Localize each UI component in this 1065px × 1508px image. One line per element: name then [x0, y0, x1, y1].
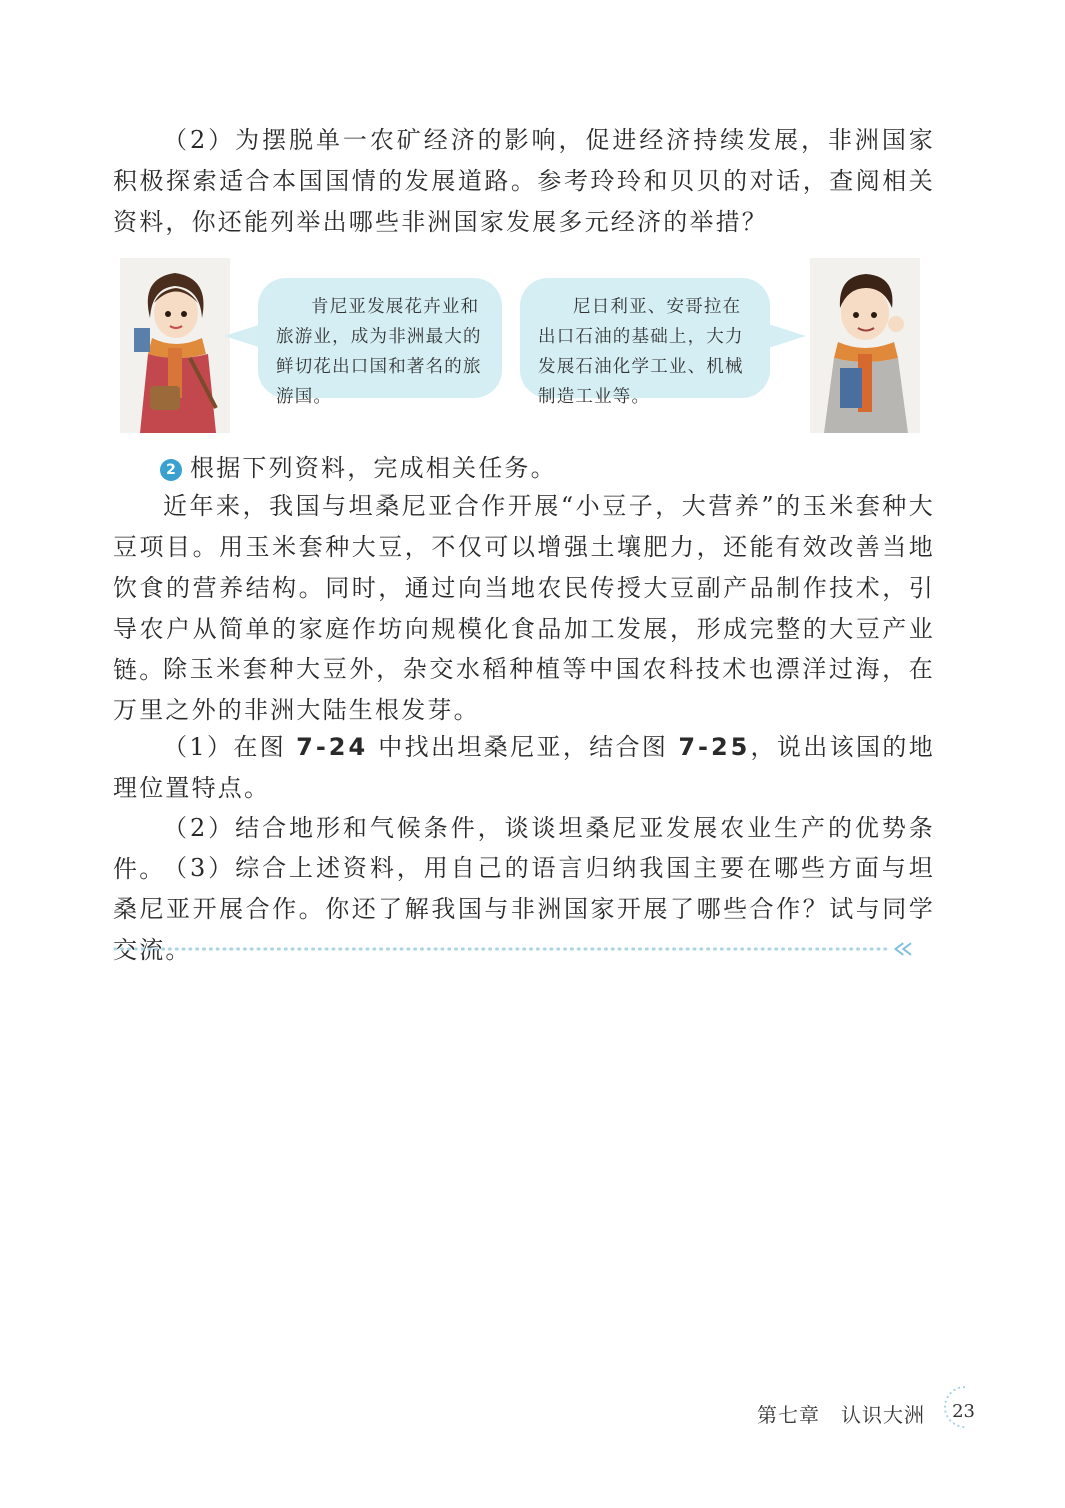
task-2-heading-text: 根据下列资料，完成相关任务。: [190, 454, 557, 482]
section-end-dotted-line: [113, 939, 913, 959]
material-paragraph-2: 除玉米套种大豆外，杂交水稻种植等中国农科技术也漂洋过海，在万里之外的非洲大陆生根发芽。: [113, 655, 935, 724]
task-item-1: [113, 727, 935, 809]
dialog-illustration: [120, 258, 935, 433]
boy-character-illustration: [810, 258, 920, 433]
task-item-2-number: （2）: [163, 814, 236, 842]
right-bubble-tail: [768, 324, 806, 348]
speech-text-right: 尼日利亚、安哥拉在出口石油的基础上，大力发展石油化学工业、机械制造工业等。: [538, 297, 744, 407]
task-item-1-number: （1）: [163, 733, 234, 761]
speech-bubble-left: [258, 278, 502, 407]
task-2-number-badge: 2: [160, 459, 182, 481]
task-2-heading: [160, 448, 557, 489]
speech-text-left: 肯尼亚发展花卉业和旅游业，成为非洲最大的鲜切花出口国和著名的旅游国。: [276, 297, 482, 407]
task-item-1-text-c: ，说出该国的地理位置特点。: [113, 733, 935, 802]
girl-character-illustration: [120, 258, 230, 433]
task-item-1-text-b: 中找出坦桑尼亚，结合图: [368, 733, 679, 761]
question-2-paragraph: [113, 120, 935, 243]
material-paragraph-1: 近年来，我国与坦桑尼亚合作开展“小豆子，大营养”的玉米套种大豆项目。用玉米套种大豆，不仅可以增强土壤肥力，还能有效改善当地饮食的营养结构。同时，通过向当地农民传授大豆副产品制作技术，引导农户从简单的家庭作坊向规模化食品加工发展，形成完整的大豆产业链。: [113, 492, 935, 684]
question-2-number: （2）: [163, 126, 236, 154]
task-item-3-text: 综合上述资料，用自己的语言归纳我国主要在哪些方面与坦桑尼亚开展合作。你还了解我国与非洲国家开展了哪些合作？试与同学交流。: [113, 854, 936, 964]
task-item-2-text: 结合地形和气候条件，谈谈坦桑尼亚发展农业生产的优势条件。: [113, 814, 936, 883]
task-item-3-number: （3）: [163, 854, 236, 882]
left-bubble-tail: [224, 324, 262, 348]
speech-bubble-right: [520, 278, 770, 407]
chapter-title: 第七章 认识大洲: [757, 1403, 925, 1427]
task-item-1-text-a: 在图: [233, 733, 297, 761]
question-2-text: 为摆脱单一农矿经济的影响，促进经济持续发展，非洲国家积极探索适合本国国情的发展道路。参考玲玲和贝贝的对话，查阅相关资料，你还能列举出哪些非洲国家发展多元经济的举措？: [113, 126, 936, 236]
figure-ref-7-24: 7-24: [296, 733, 369, 761]
page-number: 23: [952, 1401, 975, 1422]
figure-ref-7-25: 7-25: [678, 733, 751, 761]
